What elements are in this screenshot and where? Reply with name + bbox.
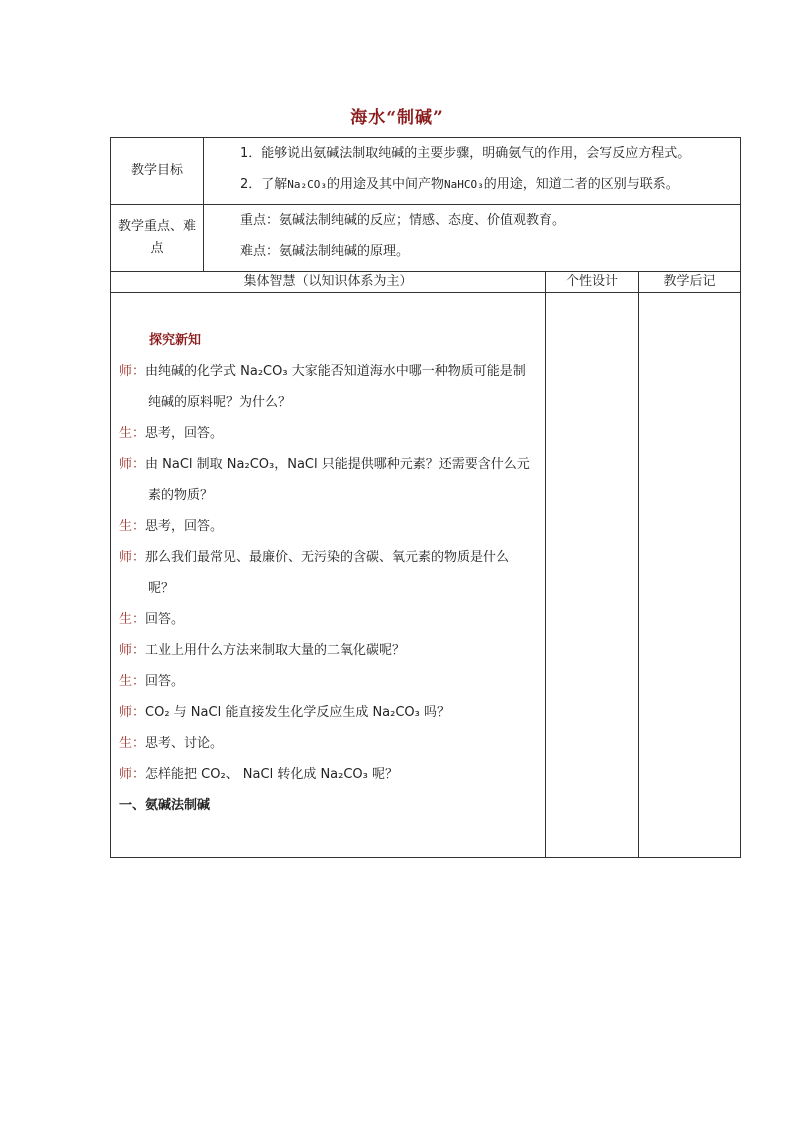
dialogue-text: 由纯碱的化学式 Na₂CO₃ 大家能否知道海水中哪一种物质可能是制 — [145, 364, 526, 379]
header-notes: 教学后记 — [639, 272, 741, 293]
speaker-label: 生： — [119, 612, 146, 627]
speaker-label: 师： — [119, 364, 146, 379]
dialogue-line — [119, 697, 537, 728]
dialogue-text: 那么我们最常见、最廉价、无污染的含碳、氧元素的物质是什么 — [145, 550, 510, 565]
dialogue-line — [119, 666, 537, 697]
objectives-row — [111, 138, 741, 205]
dialogue-line — [119, 511, 537, 542]
dialogue-continuation: 呢？ — [148, 581, 175, 596]
header-personal: 个性设计 — [546, 272, 639, 293]
dialogue-continuation: 纯碱的原料呢？为什么？ — [148, 395, 292, 410]
dialogue-text: 思考，回答。 — [145, 519, 224, 534]
dialogue-line — [119, 542, 537, 573]
focus-point: 重点：氨碱法制纯碱的反应；情感、态度、价值观教育。 — [240, 213, 566, 228]
dialogue-text: 工业上用什么方法来制取大量的二氧化碳呢？ — [145, 643, 406, 658]
dialogue-line — [119, 728, 537, 759]
objective-2: 2．了解Na₂CO₃的用途及其中间产物NaHCO₃的用途，知道二者的区别与联系。 — [240, 177, 679, 192]
objectives-label: 教学目标 — [111, 138, 204, 205]
teaching-notes-cell — [639, 293, 741, 858]
formula-nahco3: NaHCO₃ — [444, 178, 484, 191]
dialogue-continuation: 素的物质？ — [148, 488, 214, 503]
speaker-label: 师： — [119, 705, 146, 720]
dialogue-line — [119, 356, 537, 387]
dialogue-text: 回答。 — [145, 674, 185, 689]
dialogue-text: CO₂ 与 NaCl 能直接发生化学反应生成 Na₂CO₃ 吗？ — [145, 705, 451, 720]
key-points-row — [111, 205, 741, 272]
dialogue-line — [119, 635, 537, 666]
speaker-label: 生： — [119, 426, 146, 441]
speaker-label: 生： — [119, 736, 146, 751]
speaker-label: 师： — [119, 767, 146, 782]
section-ammonia-soda: 一、氨碱法制碱 — [119, 798, 211, 813]
body-row — [111, 293, 741, 858]
dialogue-line — [119, 449, 537, 480]
personal-design-cell — [546, 293, 639, 858]
dialogue-text: 回答。 — [145, 612, 185, 627]
objectives-content — [204, 138, 741, 205]
objective-1: 1．能够说出氨碱法制取纯碱的主要步骤，明确氨气的作用，会写反应方程式。 — [240, 146, 691, 161]
dialogue-list — [119, 356, 537, 790]
dialogue-line — [119, 759, 537, 790]
dialogue-text: 思考，回答。 — [145, 426, 224, 441]
lesson-plan-table — [110, 137, 741, 858]
dialogue-line — [119, 604, 537, 635]
formula-na2co3: Na₂CO₃ — [287, 178, 328, 191]
dialogue-line — [119, 418, 537, 449]
speaker-label: 生： — [119, 674, 146, 689]
dialogue-text: 由 NaCl 制取 Na₂CO₃，NaCl 只能提供哪种元素？还需要含什么元 — [145, 457, 530, 472]
speaker-label: 师： — [119, 550, 146, 565]
key-points-label: 教学重点、难点 — [111, 205, 204, 272]
collective-content — [111, 293, 546, 858]
dialogue-text: 怎样能把 CO₂、 NaCl 转化成 Na₂CO₃ 呢？ — [145, 767, 399, 782]
dialogue-text: 思考、讨论。 — [145, 736, 224, 751]
key-points-content — [204, 205, 741, 272]
header-collective: 集体智慧（以知识体系为主） — [111, 272, 546, 293]
speaker-label: 师： — [119, 643, 146, 658]
section-explore: 探究新知 — [149, 333, 202, 348]
difficulty-point: 难点：氨碱法制纯碱的原理。 — [240, 244, 410, 259]
speaker-label: 师： — [119, 457, 146, 472]
page-title: 海水“制碱” — [350, 108, 444, 128]
speaker-label: 生： — [119, 519, 146, 534]
header-row — [111, 272, 741, 293]
